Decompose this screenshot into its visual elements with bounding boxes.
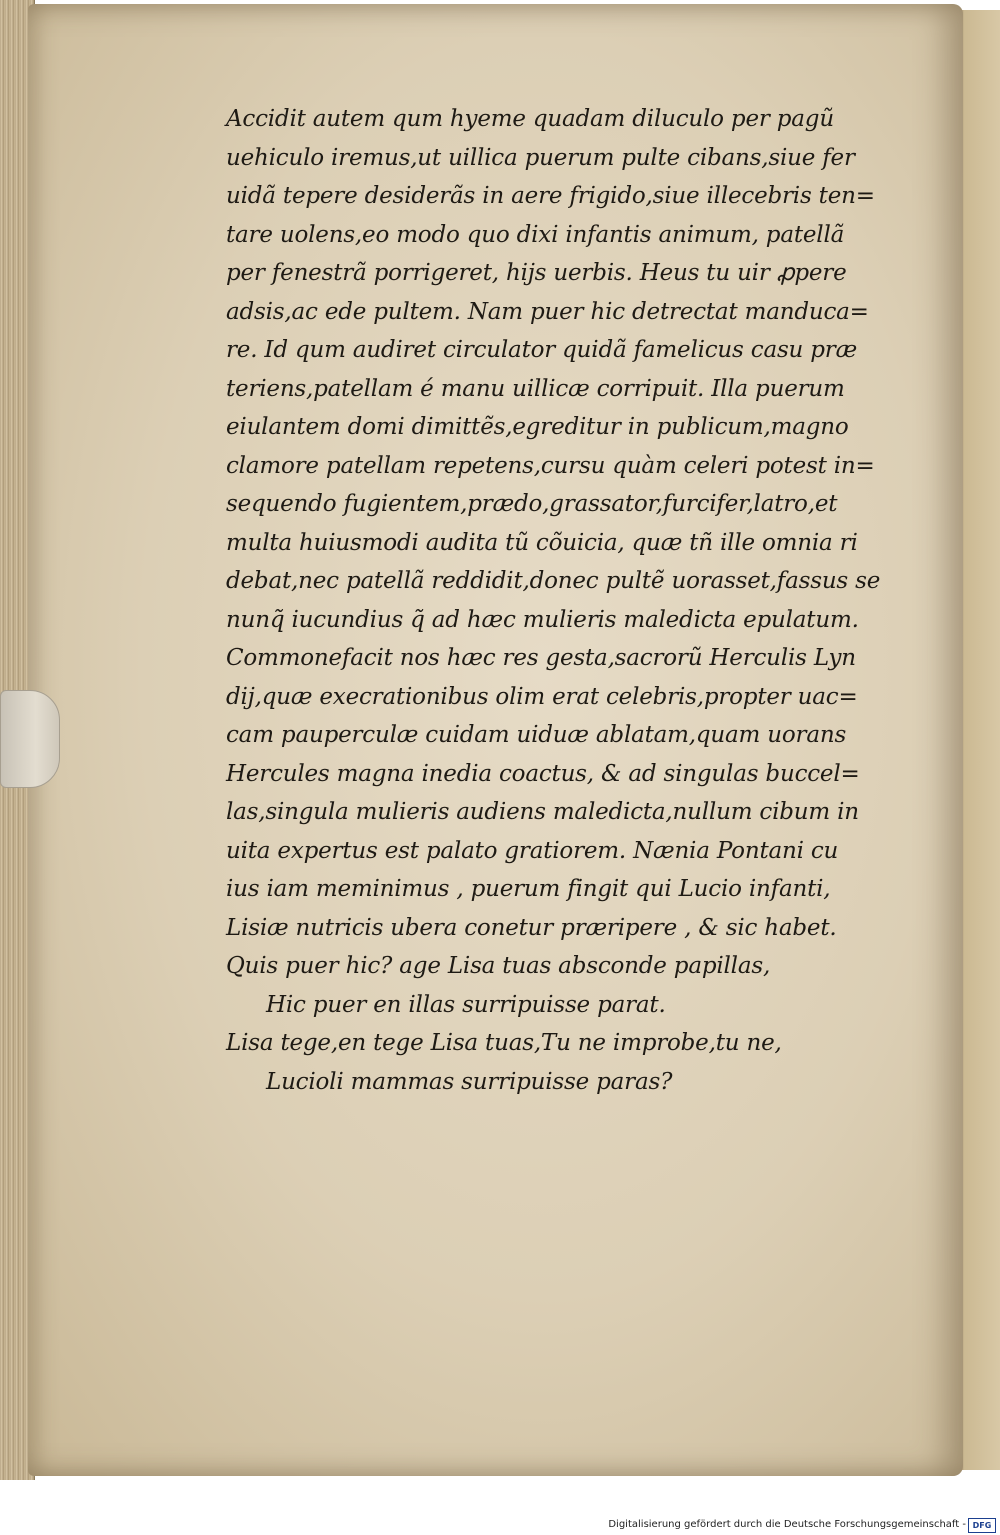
dfg-logo: DFG [968,1518,996,1533]
text-line: multa huiusmodi audita tũ cõuicia, quæ tñ ille omnia ri [226,529,858,556]
text-line: nunq̃ iucundius q̃ ad hæc mulieris maledicta epulatum. [226,606,859,633]
text-line: uehiculo iremus,ut uillica puerum pulte cibans,siue fer [226,144,855,171]
text-line: per fenestrã porrigeret, hijs uerbis. Heus tu uir ꝓpere [226,260,847,286]
text-line: debat,nec patellã reddidit,donec pultẽ uorasset,fassus se [226,568,881,594]
text-line: uita expertus est palato gratiorem. Nænia Pontani cu [226,837,839,864]
text-line: eiulantem domi dimittẽs,egreditur in publicum,magno [226,414,849,440]
text-line: Accidit autem qum hyeme quadam diluculo per pagũ [226,106,834,132]
text-line: ius iam meminimus , puerum fingit qui Lucio infanti, [226,876,831,902]
text-line: teriens,patellam é manu uillicæ corripuit. Illa puerum [226,375,845,402]
text-line: Quis puer hic? age Lisa tuas absconde papillas, [226,953,771,979]
text-line: cam pauperculæ cuidam uiduæ ablatam,quam uorans [226,722,847,748]
text-line: adsis,ac ede pultem. Nam puer hic detrectat manduca= [226,298,869,325]
text-line: Hercules magna inedia coactus, & ad singulas buccel= [226,760,860,787]
text-line: las,singula mulieris audiens maledicta,nullum cibum in [226,799,859,825]
text-line: re. Id qum audiret circulator quidã famelicus casu præ [226,337,858,363]
facing-page-edge [958,10,1000,1470]
text-line: Lisa tege,en tege Lisa tuas,Tu ne improbe,tu ne, [226,1030,782,1056]
book-clasp [0,690,60,788]
text-line: sequendo fugientem,prædo,grassator,furcifer,latro,et [226,491,838,517]
digitization-credit: Digitalisierung gefördert durch die Deutsche Forschungsgemeinschaft - [608,1519,966,1530]
text-line: uidã tepere desiderãs in aere frigido,siue illecebris ten= [226,183,875,209]
text-line: Hic puer en illas surripuisse parat. [266,991,666,1018]
text-line: Lucioli mammas surripuisse paras? [266,1068,673,1095]
text-line: Lisiæ nutricis ubera conetur præripere , & sic habet. [226,914,837,941]
text-line: Commonefacit nos hæc res gesta,sacrorũ Herculis Lyn [226,645,856,671]
page-text [226,100,916,1101]
text-line: dij,quæ execrationibus olim erat celebris,propter uac= [226,683,858,710]
text-line: clamore patellam repetens,cursu quàm celeri potest in= [226,452,875,479]
text-line: tare uolens,eo modo quo dixi infantis animum, patellã [226,221,845,248]
